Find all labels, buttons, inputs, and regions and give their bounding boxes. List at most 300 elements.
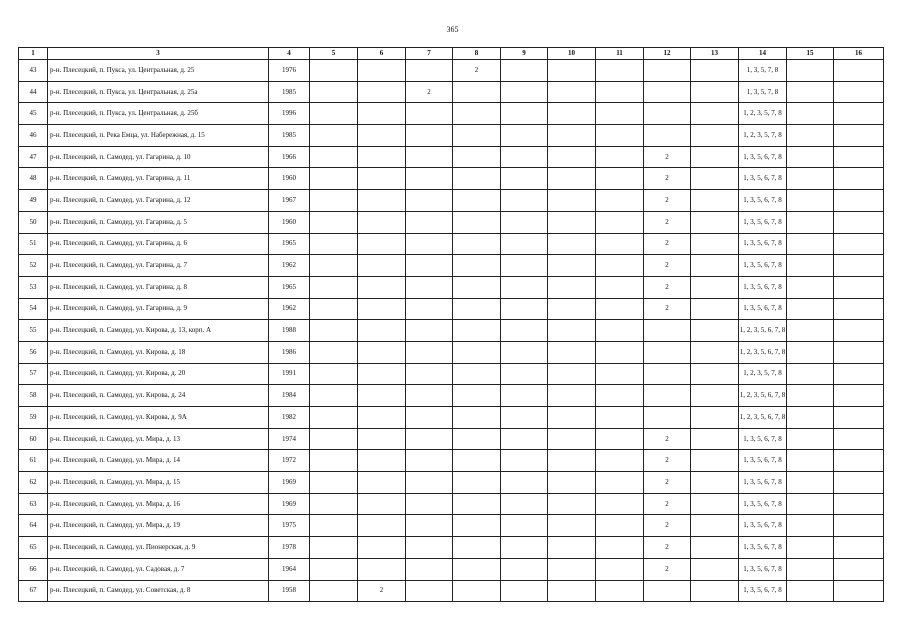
cell-col-10 [548, 493, 596, 515]
cell-col-11 [596, 146, 644, 168]
cell-col-1: 59 [19, 407, 48, 429]
cell-col-7 [406, 363, 453, 385]
cell-col-12 [644, 580, 691, 602]
table-row [19, 276, 884, 298]
page-number: 365 [446, 25, 459, 34]
cell-col-13 [691, 472, 739, 494]
cell-col-15 [787, 580, 834, 602]
cell-col-15 [787, 276, 834, 298]
cell-col-16 [834, 558, 884, 580]
cell-col-7 [406, 190, 453, 212]
cell-col-15 [787, 255, 834, 277]
cell-col-1: 47 [19, 146, 48, 168]
cell-col-14: 1, 3, 5, 6, 7, 8 [739, 276, 787, 298]
cell-col-12: 2 [644, 190, 691, 212]
cell-col-1: 58 [19, 385, 48, 407]
cell-col-14: 1, 3, 5, 7, 8 [739, 81, 787, 103]
cell-col-3: р-н. Плесецкий, п. Самодед, ул. Гагарина, д. 5 [48, 211, 269, 233]
cell-col-3: р-н. Плесецкий, п. Самодед, ул. Кирова, д. 13, корп. А [48, 320, 269, 342]
cell-col-7 [406, 580, 453, 602]
cell-col-11 [596, 276, 644, 298]
cell-col-6 [358, 190, 406, 212]
cell-col-11 [596, 428, 644, 450]
cell-col-9 [501, 168, 548, 190]
table-row [19, 211, 884, 233]
cell-col-9 [501, 472, 548, 494]
cell-col-15 [787, 385, 834, 407]
cell-col-3: р-н. Плесецкий, п. Самодед, ул. Гагарина, д. 6 [48, 233, 269, 255]
cell-col-10 [548, 233, 596, 255]
cell-col-15 [787, 190, 834, 212]
cell-col-16 [834, 60, 884, 82]
cell-col-14: 1, 2, 3, 5, 7, 8 [739, 363, 787, 385]
cell-col-1: 53 [19, 276, 48, 298]
cell-col-3: р-н. Плесецкий, п. Река Емца, ул. Набережная, д. 15 [48, 125, 269, 147]
table-row [19, 363, 884, 385]
cell-col-10 [548, 363, 596, 385]
table-row [19, 168, 884, 190]
cell-col-3: р-н. Плесецкий, п. Самодед, ул. Гагарина, д. 7 [48, 255, 269, 277]
cell-col-15 [787, 472, 834, 494]
cell-col-13 [691, 276, 739, 298]
cell-col-14: 1, 3, 5, 6, 7, 8 [739, 493, 787, 515]
cell-col-5 [310, 320, 358, 342]
cell-col-4: 1986 [269, 341, 310, 363]
column-header-13: 13 [691, 48, 739, 60]
cell-col-5 [310, 428, 358, 450]
cell-col-15 [787, 60, 834, 82]
cell-col-7 [406, 428, 453, 450]
cell-col-15 [787, 407, 834, 429]
cell-col-6 [358, 168, 406, 190]
cell-col-13 [691, 255, 739, 277]
cell-col-8 [453, 125, 501, 147]
cell-col-4: 1965 [269, 233, 310, 255]
cell-col-13 [691, 407, 739, 429]
cell-col-12: 2 [644, 537, 691, 559]
cell-col-7 [406, 298, 453, 320]
cell-col-12: 2 [644, 168, 691, 190]
cell-col-11 [596, 233, 644, 255]
table-row [19, 298, 884, 320]
cell-col-8 [453, 450, 501, 472]
cell-col-7 [406, 125, 453, 147]
cell-col-7 [406, 493, 453, 515]
cell-col-16 [834, 168, 884, 190]
cell-col-16 [834, 190, 884, 212]
cell-col-10 [548, 320, 596, 342]
cell-col-7: 2 [406, 81, 453, 103]
cell-col-5 [310, 60, 358, 82]
table-row [19, 450, 884, 472]
cell-col-6 [358, 450, 406, 472]
cell-col-4: 1982 [269, 407, 310, 429]
cell-col-6 [358, 472, 406, 494]
cell-col-6 [358, 407, 406, 429]
table-row [19, 103, 884, 125]
column-header-16: 16 [834, 48, 884, 60]
cell-col-11 [596, 341, 644, 363]
cell-col-14: 1, 3, 5, 6, 7, 8 [739, 211, 787, 233]
cell-col-8 [453, 515, 501, 537]
cell-col-16 [834, 81, 884, 103]
cell-col-4: 1969 [269, 493, 310, 515]
cell-col-7 [406, 515, 453, 537]
cell-col-8 [453, 341, 501, 363]
cell-col-4: 1960 [269, 168, 310, 190]
cell-col-10 [548, 298, 596, 320]
table-row [19, 81, 884, 103]
cell-col-13 [691, 125, 739, 147]
cell-col-4: 1974 [269, 428, 310, 450]
cell-col-5 [310, 515, 358, 537]
cell-col-10 [548, 428, 596, 450]
column-header-5: 5 [310, 48, 358, 60]
cell-col-1: 57 [19, 363, 48, 385]
cell-col-1: 63 [19, 493, 48, 515]
table-row [19, 428, 884, 450]
cell-col-16 [834, 363, 884, 385]
cell-col-14: 1, 2, 3, 5, 6, 7, 8 [739, 385, 787, 407]
cell-col-9 [501, 60, 548, 82]
cell-col-8 [453, 320, 501, 342]
cell-col-10 [548, 276, 596, 298]
cell-col-12 [644, 341, 691, 363]
cell-col-15 [787, 428, 834, 450]
cell-col-16 [834, 450, 884, 472]
cell-col-5 [310, 103, 358, 125]
cell-col-4: 1958 [269, 580, 310, 602]
cell-col-13 [691, 428, 739, 450]
cell-col-15 [787, 363, 834, 385]
cell-col-6 [358, 341, 406, 363]
cell-col-8 [453, 146, 501, 168]
cell-col-3: р-н. Плесецкий, п. Самодед, ул. Кирова, д. 18 [48, 341, 269, 363]
cell-col-13 [691, 103, 739, 125]
cell-col-5 [310, 168, 358, 190]
cell-col-16 [834, 276, 884, 298]
cell-col-3: р-н. Плесецкий, п. Пукса, ул. Центральная, д. 25б [48, 103, 269, 125]
cell-col-14: 1, 2, 3, 5, 6, 7, 8 [739, 407, 787, 429]
cell-col-6 [358, 298, 406, 320]
cell-col-9 [501, 320, 548, 342]
cell-col-12 [644, 320, 691, 342]
cell-col-14: 1, 2, 3, 5, 6, 7, 8 [739, 320, 787, 342]
cell-col-10 [548, 407, 596, 429]
cell-col-5 [310, 276, 358, 298]
cell-col-15 [787, 558, 834, 580]
cell-col-11 [596, 320, 644, 342]
cell-col-11 [596, 103, 644, 125]
cell-col-13 [691, 537, 739, 559]
table-row [19, 515, 884, 537]
cell-col-16 [834, 580, 884, 602]
cell-col-4: 1985 [269, 81, 310, 103]
cell-col-10 [548, 211, 596, 233]
cell-col-8 [453, 385, 501, 407]
cell-col-7 [406, 320, 453, 342]
cell-col-8 [453, 558, 501, 580]
cell-col-4: 1991 [269, 363, 310, 385]
cell-col-1: 49 [19, 190, 48, 212]
cell-col-5 [310, 255, 358, 277]
column-header-8: 8 [453, 48, 501, 60]
cell-col-6 [358, 363, 406, 385]
cell-col-4: 1962 [269, 298, 310, 320]
cell-col-13 [691, 450, 739, 472]
cell-col-3: р-н. Плесецкий, п. Самодед, ул. Мира, д. 16 [48, 493, 269, 515]
cell-col-12: 2 [644, 233, 691, 255]
cell-col-12: 2 [644, 558, 691, 580]
cell-col-15 [787, 211, 834, 233]
cell-col-13 [691, 493, 739, 515]
cell-col-4: 1975 [269, 515, 310, 537]
cell-col-10 [548, 125, 596, 147]
cell-col-14: 1, 3, 5, 6, 7, 8 [739, 298, 787, 320]
table-row [19, 60, 884, 82]
cell-col-6 [358, 515, 406, 537]
cell-col-3: р-н. Плесецкий, п. Самодед, ул. Мира, д. 14 [48, 450, 269, 472]
cell-col-12 [644, 407, 691, 429]
cell-col-12 [644, 81, 691, 103]
cell-col-9 [501, 341, 548, 363]
cell-col-13 [691, 515, 739, 537]
cell-col-9 [501, 385, 548, 407]
cell-col-4: 1978 [269, 537, 310, 559]
table-row [19, 407, 884, 429]
cell-col-4: 1969 [269, 472, 310, 494]
cell-col-6: 2 [358, 580, 406, 602]
cell-col-9 [501, 580, 548, 602]
cell-col-1: 66 [19, 558, 48, 580]
table-row [19, 537, 884, 559]
cell-col-1: 44 [19, 81, 48, 103]
cell-col-5 [310, 81, 358, 103]
cell-col-11 [596, 60, 644, 82]
cell-col-16 [834, 298, 884, 320]
cell-col-14: 1, 2, 3, 5, 7, 8 [739, 125, 787, 147]
table-row [19, 493, 884, 515]
cell-col-11 [596, 298, 644, 320]
cell-col-10 [548, 341, 596, 363]
cell-col-10 [548, 190, 596, 212]
cell-col-1: 50 [19, 211, 48, 233]
cell-col-16 [834, 407, 884, 429]
cell-col-11 [596, 515, 644, 537]
cell-col-11 [596, 407, 644, 429]
cell-col-14: 1, 3, 5, 6, 7, 8 [739, 255, 787, 277]
cell-col-8 [453, 81, 501, 103]
cell-col-14: 1, 3, 5, 6, 7, 8 [739, 537, 787, 559]
cell-col-4: 1964 [269, 558, 310, 580]
cell-col-10 [548, 558, 596, 580]
cell-col-1: 64 [19, 515, 48, 537]
cell-col-5 [310, 190, 358, 212]
column-header-7: 7 [406, 48, 453, 60]
cell-col-3: р-н. Плесецкий, п. Самодед, ул. Мира, д. 19 [48, 515, 269, 537]
cell-col-7 [406, 472, 453, 494]
cell-col-1: 67 [19, 580, 48, 602]
cell-col-11 [596, 168, 644, 190]
cell-col-15 [787, 81, 834, 103]
cell-col-11 [596, 537, 644, 559]
cell-col-14: 1, 3, 5, 6, 7, 8 [739, 168, 787, 190]
cell-col-6 [358, 493, 406, 515]
cell-col-9 [501, 428, 548, 450]
cell-col-3: р-н. Плесецкий, п. Пукса, ул. Центральная, д. 25а [48, 81, 269, 103]
cell-col-7 [406, 407, 453, 429]
cell-col-15 [787, 515, 834, 537]
cell-col-9 [501, 363, 548, 385]
cell-col-10 [548, 146, 596, 168]
cell-col-5 [310, 493, 358, 515]
cell-col-13 [691, 168, 739, 190]
cell-col-5 [310, 146, 358, 168]
cell-col-15 [787, 125, 834, 147]
cell-col-9 [501, 537, 548, 559]
cell-col-13 [691, 81, 739, 103]
cell-col-4: 1984 [269, 385, 310, 407]
cell-col-14: 1, 2, 3, 5, 7, 8 [739, 103, 787, 125]
cell-col-8 [453, 493, 501, 515]
cell-col-6 [358, 125, 406, 147]
cell-col-5 [310, 472, 358, 494]
cell-col-4: 1966 [269, 146, 310, 168]
cell-col-11 [596, 558, 644, 580]
cell-col-7 [406, 276, 453, 298]
cell-col-10 [548, 103, 596, 125]
cell-col-1: 46 [19, 125, 48, 147]
cell-col-14: 1, 3, 5, 6, 7, 8 [739, 190, 787, 212]
table-row [19, 190, 884, 212]
cell-col-5 [310, 537, 358, 559]
cell-col-16 [834, 385, 884, 407]
cell-col-8 [453, 190, 501, 212]
cell-col-4: 1960 [269, 211, 310, 233]
cell-col-3: р-н. Плесецкий, п. Самодед, ул. Гагарина, д. 10 [48, 146, 269, 168]
cell-col-8 [453, 472, 501, 494]
cell-col-3: р-н. Плесецкий, п. Самодед, ул. Пионерская, д. 9 [48, 537, 269, 559]
cell-col-7 [406, 537, 453, 559]
cell-col-5 [310, 125, 358, 147]
cell-col-6 [358, 537, 406, 559]
cell-col-15 [787, 233, 834, 255]
cell-col-3: р-н. Плесецкий, п. Самодед, ул. Кирова, д. 24 [48, 385, 269, 407]
cell-col-12: 2 [644, 515, 691, 537]
cell-col-15 [787, 537, 834, 559]
cell-col-6 [358, 428, 406, 450]
cell-col-11 [596, 493, 644, 515]
cell-col-1: 62 [19, 472, 48, 494]
cell-col-12 [644, 60, 691, 82]
cell-col-1: 52 [19, 255, 48, 277]
cell-col-15 [787, 493, 834, 515]
cell-col-15 [787, 146, 834, 168]
cell-col-7 [406, 233, 453, 255]
column-header-12: 12 [644, 48, 691, 60]
table-row [19, 385, 884, 407]
cell-col-14: 1, 2, 3, 5, 6, 7, 8 [739, 341, 787, 363]
cell-col-6 [358, 320, 406, 342]
cell-col-3: р-н. Плесецкий, п. Самодед, ул. Кирова, д. 9А [48, 407, 269, 429]
cell-col-15 [787, 320, 834, 342]
cell-col-9 [501, 515, 548, 537]
cell-col-8 [453, 255, 501, 277]
cell-col-13 [691, 233, 739, 255]
cell-col-4: 1967 [269, 190, 310, 212]
column-header-4: 4 [269, 48, 310, 60]
cell-col-5 [310, 558, 358, 580]
cell-col-16 [834, 537, 884, 559]
cell-col-3: р-н. Плесецкий, п. Самодед, ул. Мира, д. 15 [48, 472, 269, 494]
cell-col-11 [596, 363, 644, 385]
cell-col-5 [310, 450, 358, 472]
cell-col-11 [596, 255, 644, 277]
table-row [19, 233, 884, 255]
table-row [19, 146, 884, 168]
cell-col-13 [691, 60, 739, 82]
cell-col-13 [691, 385, 739, 407]
column-header-9: 9 [501, 48, 548, 60]
cell-col-14: 1, 3, 5, 6, 7, 8 [739, 515, 787, 537]
cell-col-12: 2 [644, 472, 691, 494]
column-header-14: 14 [739, 48, 787, 60]
cell-col-10 [548, 255, 596, 277]
cell-col-3: р-н. Плесецкий, п. Пукса, ул. Центральная, д. 25 [48, 60, 269, 82]
cell-col-5 [310, 341, 358, 363]
cell-col-8 [453, 363, 501, 385]
cell-col-13 [691, 341, 739, 363]
cell-col-10 [548, 537, 596, 559]
cell-col-11 [596, 472, 644, 494]
cell-col-7 [406, 168, 453, 190]
cell-col-6 [358, 211, 406, 233]
cell-col-14: 1, 3, 5, 6, 7, 8 [739, 428, 787, 450]
cell-col-5 [310, 363, 358, 385]
table-row [19, 472, 884, 494]
cell-col-15 [787, 450, 834, 472]
cell-col-6 [358, 146, 406, 168]
cell-col-12 [644, 103, 691, 125]
cell-col-1: 51 [19, 233, 48, 255]
cell-col-16 [834, 125, 884, 147]
cell-col-9 [501, 298, 548, 320]
cell-col-8 [453, 537, 501, 559]
cell-col-16 [834, 341, 884, 363]
cell-col-9 [501, 233, 548, 255]
cell-col-11 [596, 580, 644, 602]
cell-col-16 [834, 103, 884, 125]
cell-col-6 [358, 558, 406, 580]
cell-col-12 [644, 125, 691, 147]
cell-col-9 [501, 146, 548, 168]
cell-col-6 [358, 385, 406, 407]
cell-col-7 [406, 146, 453, 168]
cell-col-6 [358, 60, 406, 82]
header-row [19, 48, 884, 60]
cell-col-13 [691, 211, 739, 233]
cell-col-13 [691, 363, 739, 385]
cell-col-5 [310, 407, 358, 429]
cell-col-5 [310, 211, 358, 233]
cell-col-9 [501, 211, 548, 233]
cell-col-3: р-н. Плесецкий, п. Самодед, ул. Советская, д. 8 [48, 580, 269, 602]
cell-col-12: 2 [644, 298, 691, 320]
cell-col-1: 60 [19, 428, 48, 450]
column-header-11: 11 [596, 48, 644, 60]
cell-col-14: 1, 3, 5, 6, 7, 8 [739, 580, 787, 602]
cell-col-9 [501, 276, 548, 298]
